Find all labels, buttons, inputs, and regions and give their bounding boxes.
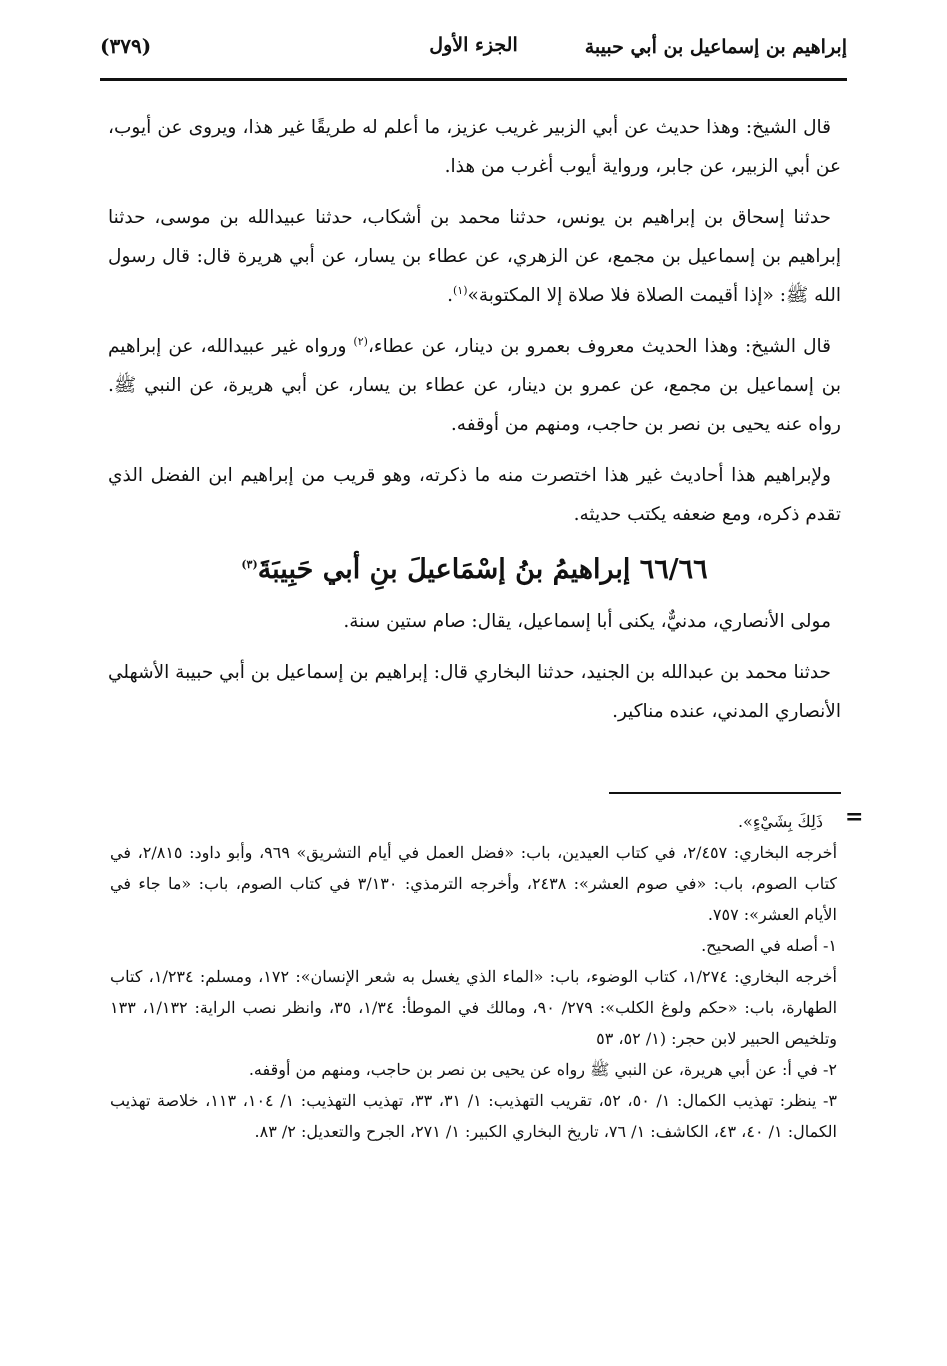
paragraph-2-text: حدثنا إسحاق بن إبراهيم بن يونس، حدثنا محمد بن أشكاب، حدثنا عبيدالله بن موسى، حدثنا إبراهيم بن إسماعيل بن مجمع، عن الزهري، عن عطاء بن يسار، عن أبي هريرة قال: قال رسول الله ﷺ: «إذا أقيمت الصلاة فلا صلاة إلا المكتوبة» xyxy=(108,207,841,306)
entry-heading xyxy=(108,546,841,594)
paragraph-1: قال الشيخ: وهذا حديث عن أبي الزبير غريب عزيز، ما أعلم له طريقًا غير هذا، ويروى عن أيوب، عن أبي الزبير، عن جابر، ورواية أيوب أغرب من هذا. xyxy=(108,117,841,177)
footnote-3: ٣- ينظر: تهذيب الكمال: ١/ ٥٠، ٥٢، تقريب التهذيب: ١/ ٣١، ٣٣، تهذيب التهذيب: ١/ ١٠٤، ١١٣، خلاصة تهذيب الكمال: ١/ ٤٠، ٤٣، الكاشف: ١/ ٧٦، تاريخ البخاري الكبير: ١/ ٢٧١، الجرح والتعديل: ٢/ ٨٣. xyxy=(110,1091,838,1141)
footnote-continued-line: ذَلِكَ بِشَيْءٍ». xyxy=(737,812,823,831)
footnote-2: ٢- في أ: عن أبي هريرة، عن النبي ﷺ رواه عن يحيى بن نصر بن حاجب، ومنهم من أوقفه. xyxy=(248,1060,837,1079)
footnote-1-body: أخرجه البخاري: ١/٢٧٤، كتاب الوضوء، باب: «الماء الذي يغسل به شعر الإنسان»: ١٧٢، ومسلم: ١/٢٣٤، كتاب الطهارة، باب: «حكم ولوغ الكلب»: ٢٧٩/ ٩٠، ومالك في الموطأ: ١/٣٤، ٣٥، وانظر نصب الراية: ١/١٣٢، ١٣٣ وتلخيص الحبير لابن حجر: (١/ ٥٢، ٥٣ xyxy=(110,967,838,1048)
footnote-ref-3: (٣) xyxy=(241,558,258,571)
page-header xyxy=(100,30,847,80)
paragraph-4: ولإبراهيم هذا أحاديث غير هذا اختصرت منه ما ذكرته، وهو قريب من إبراهيم ابن الفضل الذي تقدم ذكره، ومع ضعفه يكتب حديثه. xyxy=(108,465,841,525)
footnotes xyxy=(110,806,837,1147)
continuation-mark: = xyxy=(845,804,864,830)
footnote-ref-2: (٢) xyxy=(353,334,368,348)
paragraph-6: حدثنا محمد بن عبدالله بن الجنيد، حدثنا البخاري قال: إبراهيم بن إسماعيل بن أبي حبيبة الأشهلي الأنصاري المدني، عنده مناكير. xyxy=(108,662,841,722)
paragraph-3 xyxy=(108,327,841,444)
footnote-ref-1: (١) xyxy=(452,283,468,297)
footnote-continued-body: أخرجه البخاري: ٢/٤٥٧، في كتاب العيدين، باب: «فضل العمل في أيام التشريق» ٩٦٩، وأبو داود: ٢/٨١٥، في كتاب الصوم، باب: «في صوم العشر»: ٢٤٣٨، وأخرجه الترمذي: ٣/١٣٠ في كتاب الصوم، باب: «ما جاء في الأيام العشر»: ٧٥٧. xyxy=(110,843,838,924)
footnote-1-heading: ١- أصله في الصحيح. xyxy=(701,936,837,955)
main-text xyxy=(108,108,841,731)
header-rule xyxy=(100,78,847,81)
paragraph-3-text-b: ورواه غير عبيدالله، عن إبراهيم بن إسماعيل بن مجمع، عن عمرو بن دينار، عن عطاء بن يسار، عن أبي هريرة، عن النبي ﷺ. رواه عنه يحيى بن نصر بن حاجب، ومنهم من أوقفه. xyxy=(108,336,841,435)
paragraph-3-text-a: قال الشيخ: وهذا الحديث معروف بعمرو بن دينار، عن عطاء، xyxy=(367,336,831,357)
footnote-rule xyxy=(609,792,841,794)
running-title: إبراهيم بن إسماعيل بن أبي حبيبة xyxy=(584,36,847,58)
volume-part: الجزء الأول xyxy=(429,34,518,56)
entry-heading-text: ٦٦/٦٦ إبراهيمُ بنُ إسْمَاعيلَ بنِ أبي حَبِيبَةَ xyxy=(257,554,708,585)
page-number: (٣٧٩) xyxy=(100,34,152,58)
paragraph-5: مولى الأنصاري، مدنيٌّ، يكنى أبا إسماعيل، يقال: صام ستين سنة. xyxy=(343,611,831,632)
paragraph-2: حدثنا إسحاق بن إبراهيم بن يونس، حدثنا محمد بن أشكاب، حدثنا عبيدالله بن موسى، حدثنا إبراهيم بن إسماعيل بن مجمع، عن الزهري، عن عطاء بن يسار، عن أبي هريرة قال: قال رسول الله ﷺ: «إذا أقيمت الصلاة فلا صلاة إلا المكتوبة»$^{(١)}$. xyxy=(108,207,841,306)
